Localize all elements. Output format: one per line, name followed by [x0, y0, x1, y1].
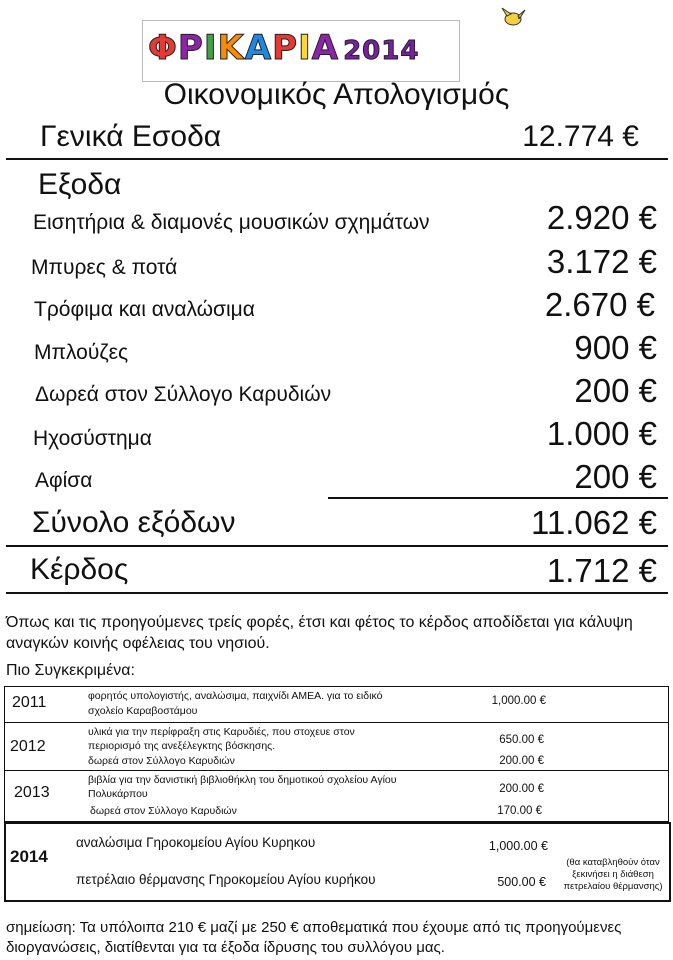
- expense-amount: 2.920 €: [546, 199, 657, 236]
- expense-label: Ηχοσύστημα: [33, 427, 152, 450]
- history-desc: Πολυκάρπου: [88, 788, 148, 800]
- expense-amount: 200 €: [574, 372, 657, 409]
- expense-amount: 200 €: [574, 458, 657, 495]
- expense-label: Δωρεά στον Σύλλογο Καρυδιών: [35, 383, 332, 406]
- logo-letter: Α: [244, 28, 273, 68]
- footnote: σημείωση: Τα υπόλοιπα 210 € μαζί με 250 € αποθεματικά που έχουμε από τις προηγούμενες διοργανώσεις, διατίθενται για τα έξοδα ίδρυσης του συλλόγου μας.: [6, 919, 622, 956]
- logo-letter: Ρ: [177, 28, 204, 68]
- history-amount: 200.00 €: [499, 783, 544, 795]
- logo-letter: Φ: [148, 28, 178, 68]
- expense-label: Εισητήρια & διαμονές μουσικών σχημάτων: [33, 211, 430, 234]
- history-amount: 500.00 €: [497, 875, 546, 889]
- history-desc: βιβλία για την δανιστική βιβλιοθήκλη του δημοτικού σχολείου Αγίου: [88, 774, 397, 786]
- expense-label: Μπυρες & ποτά: [31, 256, 178, 279]
- expense-label: Αφίσα: [35, 469, 93, 492]
- history-desc: αναλώσιμα Γηροκομείου Αγίου Κυρηκου: [76, 835, 316, 850]
- logo-year: 2014: [343, 36, 420, 66]
- history-year: 2013: [14, 784, 50, 801]
- logo-letter: Ι: [298, 28, 312, 68]
- specifically-label: Πιο Συγκεκριμένα:: [6, 662, 135, 679]
- logo-letter: Ι: [203, 28, 218, 68]
- history-desc: περιορισμό της ανεξέλεγκτης βόσκησης.: [88, 740, 276, 752]
- history-desc: πετρέλαιο θέρμανσης Γηροκομείου Αγίου κυρήκου: [76, 872, 376, 887]
- festival-logo: [148, 28, 419, 68]
- history-desc: δωρεά στον Σύλλογο Καρυδιών: [88, 755, 235, 767]
- logo-letter: Ρ: [272, 28, 299, 68]
- expense-label: Μπλούζες: [34, 341, 129, 364]
- history-note: (θα καταβληθούν όταν ξεκινήσει η διάθεση πετρελαίου θέρμανσης): [563, 857, 663, 892]
- expenses-heading: Εξοδα: [38, 168, 122, 201]
- history-amount: 170.00 €: [497, 805, 542, 817]
- profit-amount: 1.712 €: [546, 552, 657, 589]
- history-year: 2012: [10, 738, 46, 755]
- divider: [6, 592, 668, 594]
- profit-explanation: Όπως και τις προηγούμενες τρείς φορές, έτσι και φέτος το κέρδος αποδίδεται για κάλυψη αναγκών κοινής οφέλειας του νησιού.: [6, 614, 633, 652]
- divider: [6, 545, 668, 547]
- income-label: Γενικά Εσοδα: [40, 120, 222, 153]
- total-expenses-amount: 11.062 €: [530, 504, 657, 541]
- history-amount: 200.00 €: [499, 755, 544, 767]
- history-desc: φορητός υπολογιστής, αναλώσιμα, παιχνίδι ΑΜΕΑ. για το ειδικό: [88, 690, 383, 702]
- expense-amount: 900 €: [574, 329, 657, 366]
- expense-amount: 2.670 €: [544, 286, 655, 323]
- history-desc: σχολείο Καραβοστάμου: [88, 705, 198, 717]
- total-expenses-label: Σύνολο εξόδων: [32, 506, 236, 539]
- expense-label: Τρόφιμα και αναλώσιμα: [34, 298, 255, 321]
- expense-amount: 1.000 €: [546, 415, 657, 452]
- history-amount: 650.00 €: [499, 734, 544, 746]
- bird-icon: [498, 2, 528, 32]
- history-year: 2011: [12, 694, 47, 711]
- logo-letter: Α: [311, 28, 340, 68]
- logo-letter: Κ: [217, 28, 245, 68]
- divider: [6, 158, 668, 160]
- history-amount: 1,000.00 €: [488, 839, 548, 853]
- page-title: Οικονομικός Απολογισμός: [163, 78, 510, 111]
- profit-label: Κέρδος: [30, 553, 129, 586]
- income-amount: 12.774 €: [522, 120, 639, 153]
- subtotal-divider: [328, 497, 668, 499]
- history-year: 2014: [10, 847, 48, 866]
- expense-amount: 3.172 €: [546, 243, 657, 280]
- history-desc: υλικά για την περίφραξη στις Καρυδιές, που στοχευε στον: [88, 726, 355, 738]
- history-amount: 1,000.00 €: [491, 695, 546, 707]
- history-desc: δωρεά στον Σύλλογο Καρυδιών: [90, 805, 237, 817]
